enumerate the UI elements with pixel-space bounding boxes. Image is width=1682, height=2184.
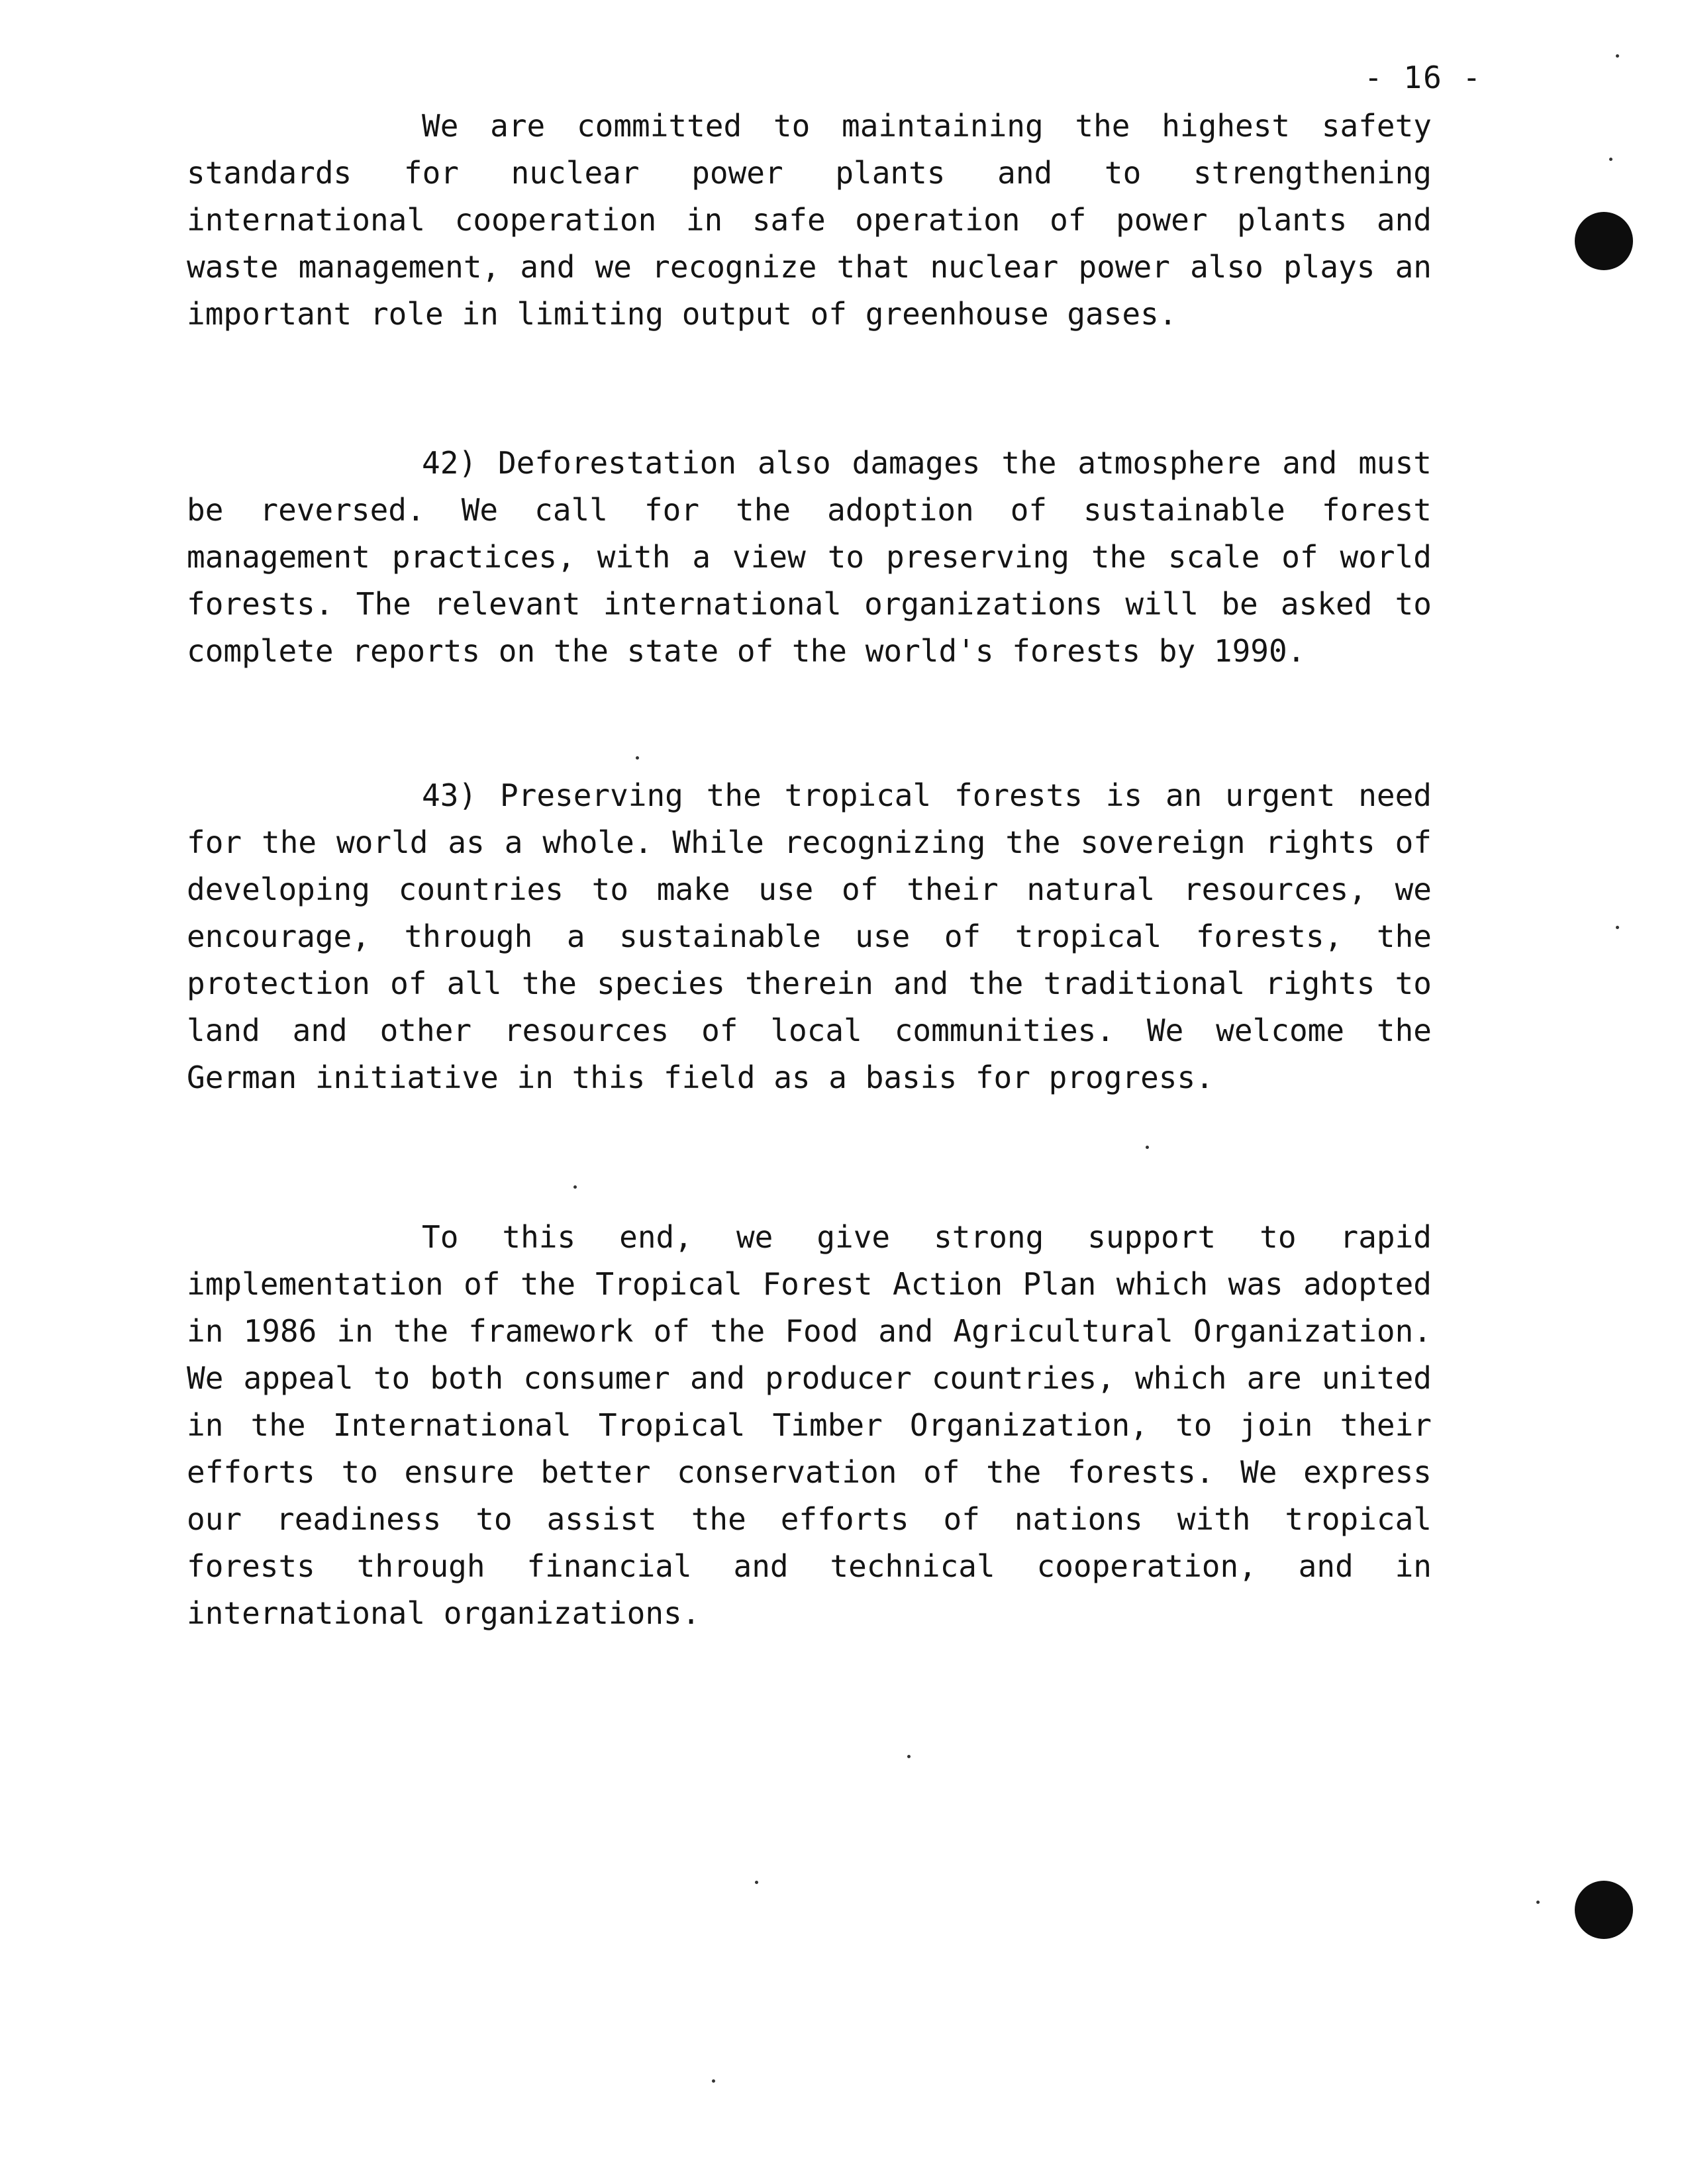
paragraph-text: We are committed to maintaining the highest safety standards for nuclear power plants and to strengthening international cooperation in safe operation of power plants and waste management, and we recognize that nuclear power also plays an important role in limiting output of greenhouse gases. (187, 108, 1432, 332)
page-number: - 16 - (1364, 60, 1483, 95)
punch-hole-top (1575, 212, 1633, 270)
paragraph-number: 43) (422, 777, 477, 813)
paragraph-number: 42) (422, 445, 477, 481)
scan-speck (1536, 1901, 1540, 1904)
punch-hole-bottom (1575, 1881, 1633, 1939)
scan-speck (573, 1185, 577, 1189)
paragraph-42-deforestation (187, 440, 1432, 675)
paragraph-text: Deforestation also damages the atmosphere and must be reversed. We call for the adoption of sustainable forest management practices, with a view to preserving the scale of world forests. The relevant international organizations will be asked to complete reports on the state of the world's forests by 1990. (187, 445, 1432, 669)
scan-speck (1609, 158, 1612, 161)
scan-speck (712, 2079, 715, 2083)
scan-speck (907, 1755, 911, 1758)
paragraph-text: Preserving the tropical forests is an urgent need for the world as a whole. While recognizing the sovereign rights of developing countries to make use of their natural resources, we encourage, through a sustainable use of tropical forests, the protection of all the species therein and the traditional rights to land and other resources of local communities. We welcome the German initiative in this field as a basis for progress. (187, 777, 1432, 1095)
scan-speck (636, 756, 639, 760)
paragraph-43-tropical-forests (187, 772, 1432, 1101)
paragraph-text: To this end, we give strong support to rapid implementation of the Tropical Forest Action Plan which was adopted in 1986 in the framework of the Food and Agricultural Organization. We appeal to both consumer and producer countries, which are united in the International Tropical Timber Organization, to join their efforts to ensure better conservation of the forests. We express our readiness to assist the efforts of nations with tropical forests through financial and technical cooperation, and in international organizations. (187, 1219, 1432, 1631)
paragraph-nuclear-safety (187, 103, 1432, 338)
scan-speck (755, 1881, 758, 1884)
scan-speck (1616, 926, 1619, 929)
scan-speck (1146, 1146, 1149, 1149)
scan-speck (1616, 54, 1619, 58)
paragraph-action-plan (187, 1214, 1432, 1637)
